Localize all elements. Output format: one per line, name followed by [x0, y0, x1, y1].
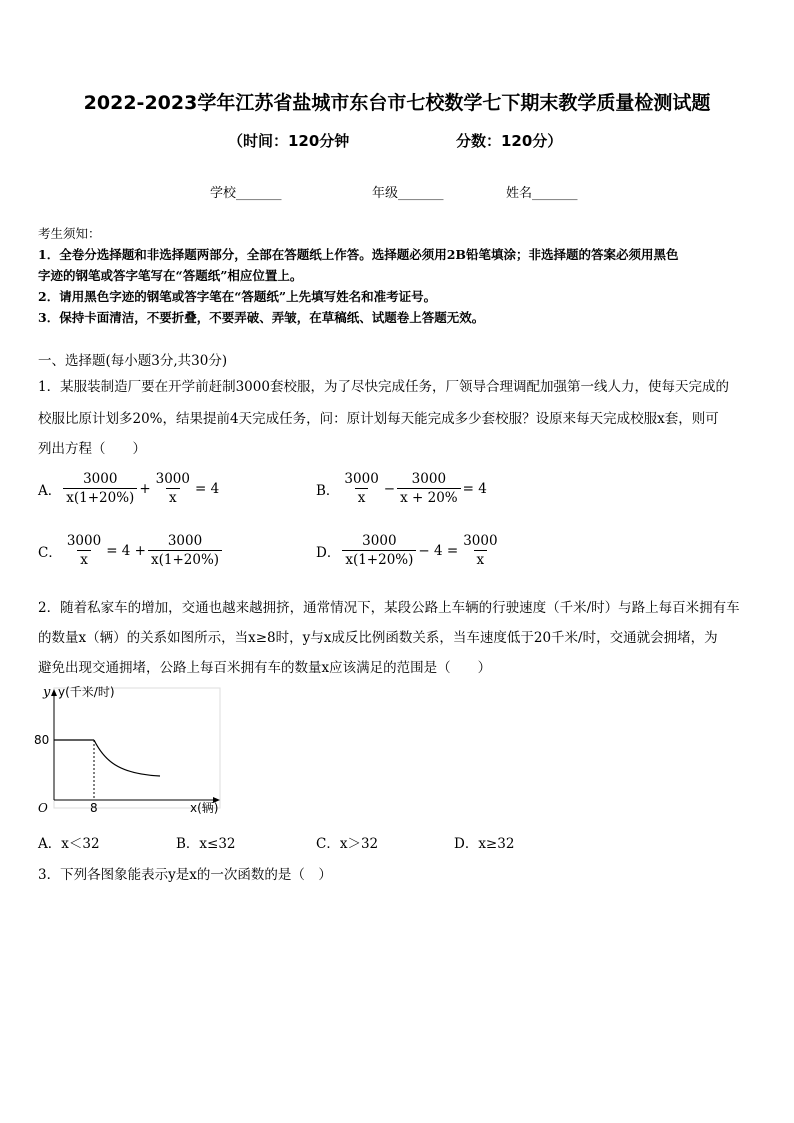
fraction: $\frac{3000}{x + 20\%}$: [397, 470, 461, 507]
fraction: $\frac{3000}{x}$: [344, 471, 379, 506]
y-axis-label: y(千米/时): [58, 685, 115, 699]
notice-line: 3．保持卡面清洁，不要折叠，不要弄破、弄皱，在草稿纸、试题卷上答题无效。: [38, 310, 485, 325]
q1-option-a[interactable]: A． $\frac{3000}{x(1+20\%)}$ + $\frac{3000}{x}$ = 4: [38, 471, 220, 506]
fraction: $\frac{3000}{x}$: [463, 533, 498, 568]
notice-heading: 考生须知：: [38, 226, 101, 241]
section-heading: 一、选择题(每小题3分,共30分): [38, 353, 228, 369]
q1-text: 校服比原计划多20%，结果提前4天完成任务，问：原计划每天能完成多少套校服？设原来每天完成校服x套，则可: [38, 411, 719, 427]
exam-time: （时间：120分钟: [228, 132, 350, 150]
fraction: $\frac{3000}{x}$: [66, 533, 102, 568]
q1-text: 列出方程（ ）: [38, 441, 146, 457]
q2-option-a[interactable]: A．x＜32: [38, 836, 100, 852]
fraction: $\frac{3000}{x}$: [155, 471, 190, 506]
fraction: $\frac{3000}{x(1+20\%)}$: [342, 532, 416, 569]
q2-text: 避免出现交通拥堵，公路上每百米拥有车的数量x应该满足的范围是（ ）: [38, 660, 492, 676]
y-axis-arrow: [51, 689, 57, 696]
name-field: 姓名_______: [506, 186, 578, 201]
page-title: 2022-2023学年江苏省盐城市东台市七校数学七下期末教学质量检测试题: [83, 92, 711, 114]
notice-line: 1．全卷分选择题和非选择题两部分，全部在答题纸上作答。选择题必须用2B铅笔填涂；非选择题的答案必须用黑色: [38, 247, 679, 262]
q3-text: 3．下列各图象能表示y是x的一次函数的是（ ）: [38, 867, 332, 883]
school-field: 学校_______: [210, 186, 282, 201]
graph-curve: [94, 740, 160, 776]
q1-text: 1．某服装制造厂要在开学前赶制3000套校服，为了尽快完成任务，厂领导合理调配加强第一线人力，使每天完成的: [38, 379, 729, 395]
x-axis-label: x(辆): [190, 801, 219, 815]
x-tick-label: 8: [90, 801, 98, 815]
option-label: A．: [38, 482, 62, 499]
graph-frame: [54, 688, 220, 808]
q2-option-d[interactable]: D．x≥32: [454, 836, 515, 852]
q2-text: 的数量x（辆）的关系如图所示，当x≥8时，y与x成反比例函数关系，当车速度低于20千米/时，交通就会拥堵，为: [38, 630, 718, 646]
q1-option-c[interactable]: C． $\frac{3000}{x}$ = 4 + $\frac{3000}{x(1+20\%)}$: [38, 532, 224, 569]
fraction: $\frac{3000}{x(1+20\%)}$: [63, 470, 137, 507]
q2-text: 2．随着私家车的增加，交通也越来越拥挤，通常情况下，某段公路上车辆的行驶速度（千米/时）与路上每百米拥有车: [38, 600, 740, 616]
origin-label: O: [38, 801, 48, 815]
option-label: B．: [316, 482, 340, 499]
speed-graph: [32, 680, 232, 820]
y-tick-label: 80: [34, 733, 50, 747]
q1-option-d[interactable]: D． $\frac{3000}{x(1+20\%)}$ − 4 = $\frac{3000}{x}$: [316, 532, 503, 569]
y-label-var: y: [43, 685, 51, 700]
q2-option-c[interactable]: C．x＞32: [316, 836, 379, 852]
option-label: C．: [38, 544, 62, 561]
q2-option-b[interactable]: B．x≤32: [176, 836, 236, 852]
notice-line: 2．请用黑色字迹的钢笔或答字笔在“答题纸”上先填写姓名和准考证号。: [38, 289, 437, 304]
exam-score: 分数：120分）: [456, 132, 563, 150]
grade-field: 年级_______: [372, 186, 444, 201]
q1-option-b[interactable]: B． $\frac{3000}{x}$ − $\frac{3000}{x + 20\%}$ = 4: [316, 471, 487, 506]
notice-line: 字迹的钢笔或答字笔写在“答题纸”相应位置上。: [38, 268, 303, 283]
fraction: $\frac{3000}{x(1+20\%)}$: [148, 532, 222, 569]
option-label: D．: [316, 544, 341, 561]
